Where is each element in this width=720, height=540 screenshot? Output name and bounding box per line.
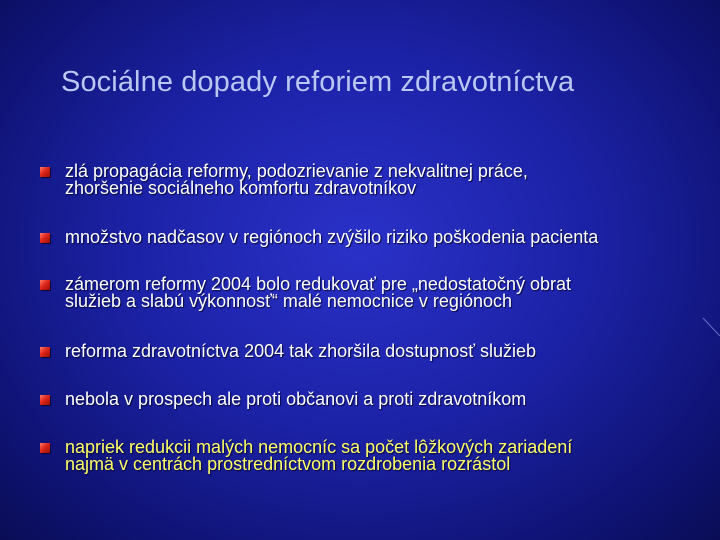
red-square-bullet-icon <box>40 167 50 177</box>
red-square-bullet-icon <box>40 233 50 243</box>
bullet-text <box>65 391 685 408</box>
slide-title: Sociálne dopady reforiem zdravotníctva <box>61 66 575 98</box>
bullet-line: zlá propagácia reformy, podozrievanie z nekvalitnej práce, <box>65 161 528 181</box>
bullet-line: najmä v centrách prostredníctvom rozdrobenia rozrástol <box>65 454 511 474</box>
red-square-bullet-icon <box>40 280 50 290</box>
bullet-line: reforma zdravotníctva 2004 tak zhoršila dostupnosť služieb <box>65 341 536 361</box>
red-square-bullet-icon <box>40 443 50 453</box>
bullet-line: napriek redukcii malých nemocníc sa počet lôžkových zariadení <box>65 437 573 457</box>
bullet-line: množstvo nadčasov v regiónoch zvýšilo riziko poškodenia pacienta <box>65 227 599 247</box>
bullet-text <box>65 276 685 310</box>
bullet-line: služieb a slabú výkonnosť“ malé nemocnice v regiónoch <box>65 291 512 311</box>
bullet-text <box>65 343 685 360</box>
red-square-bullet-icon <box>40 395 50 405</box>
bullet-text-highlighted <box>65 439 685 473</box>
bullet-line: nebola v prospech ale proti občanovi a proti zdravotníkom <box>65 389 527 409</box>
bullet-text <box>65 229 685 246</box>
bullet-line: zhoršenie sociálneho komfortu zdravotníkov <box>65 178 417 198</box>
red-square-bullet-icon <box>40 347 50 357</box>
bullet-line: zámerom reformy 2004 bolo redukovať pre „nedostatočný obrat <box>65 274 572 294</box>
bullet-text <box>65 163 685 197</box>
